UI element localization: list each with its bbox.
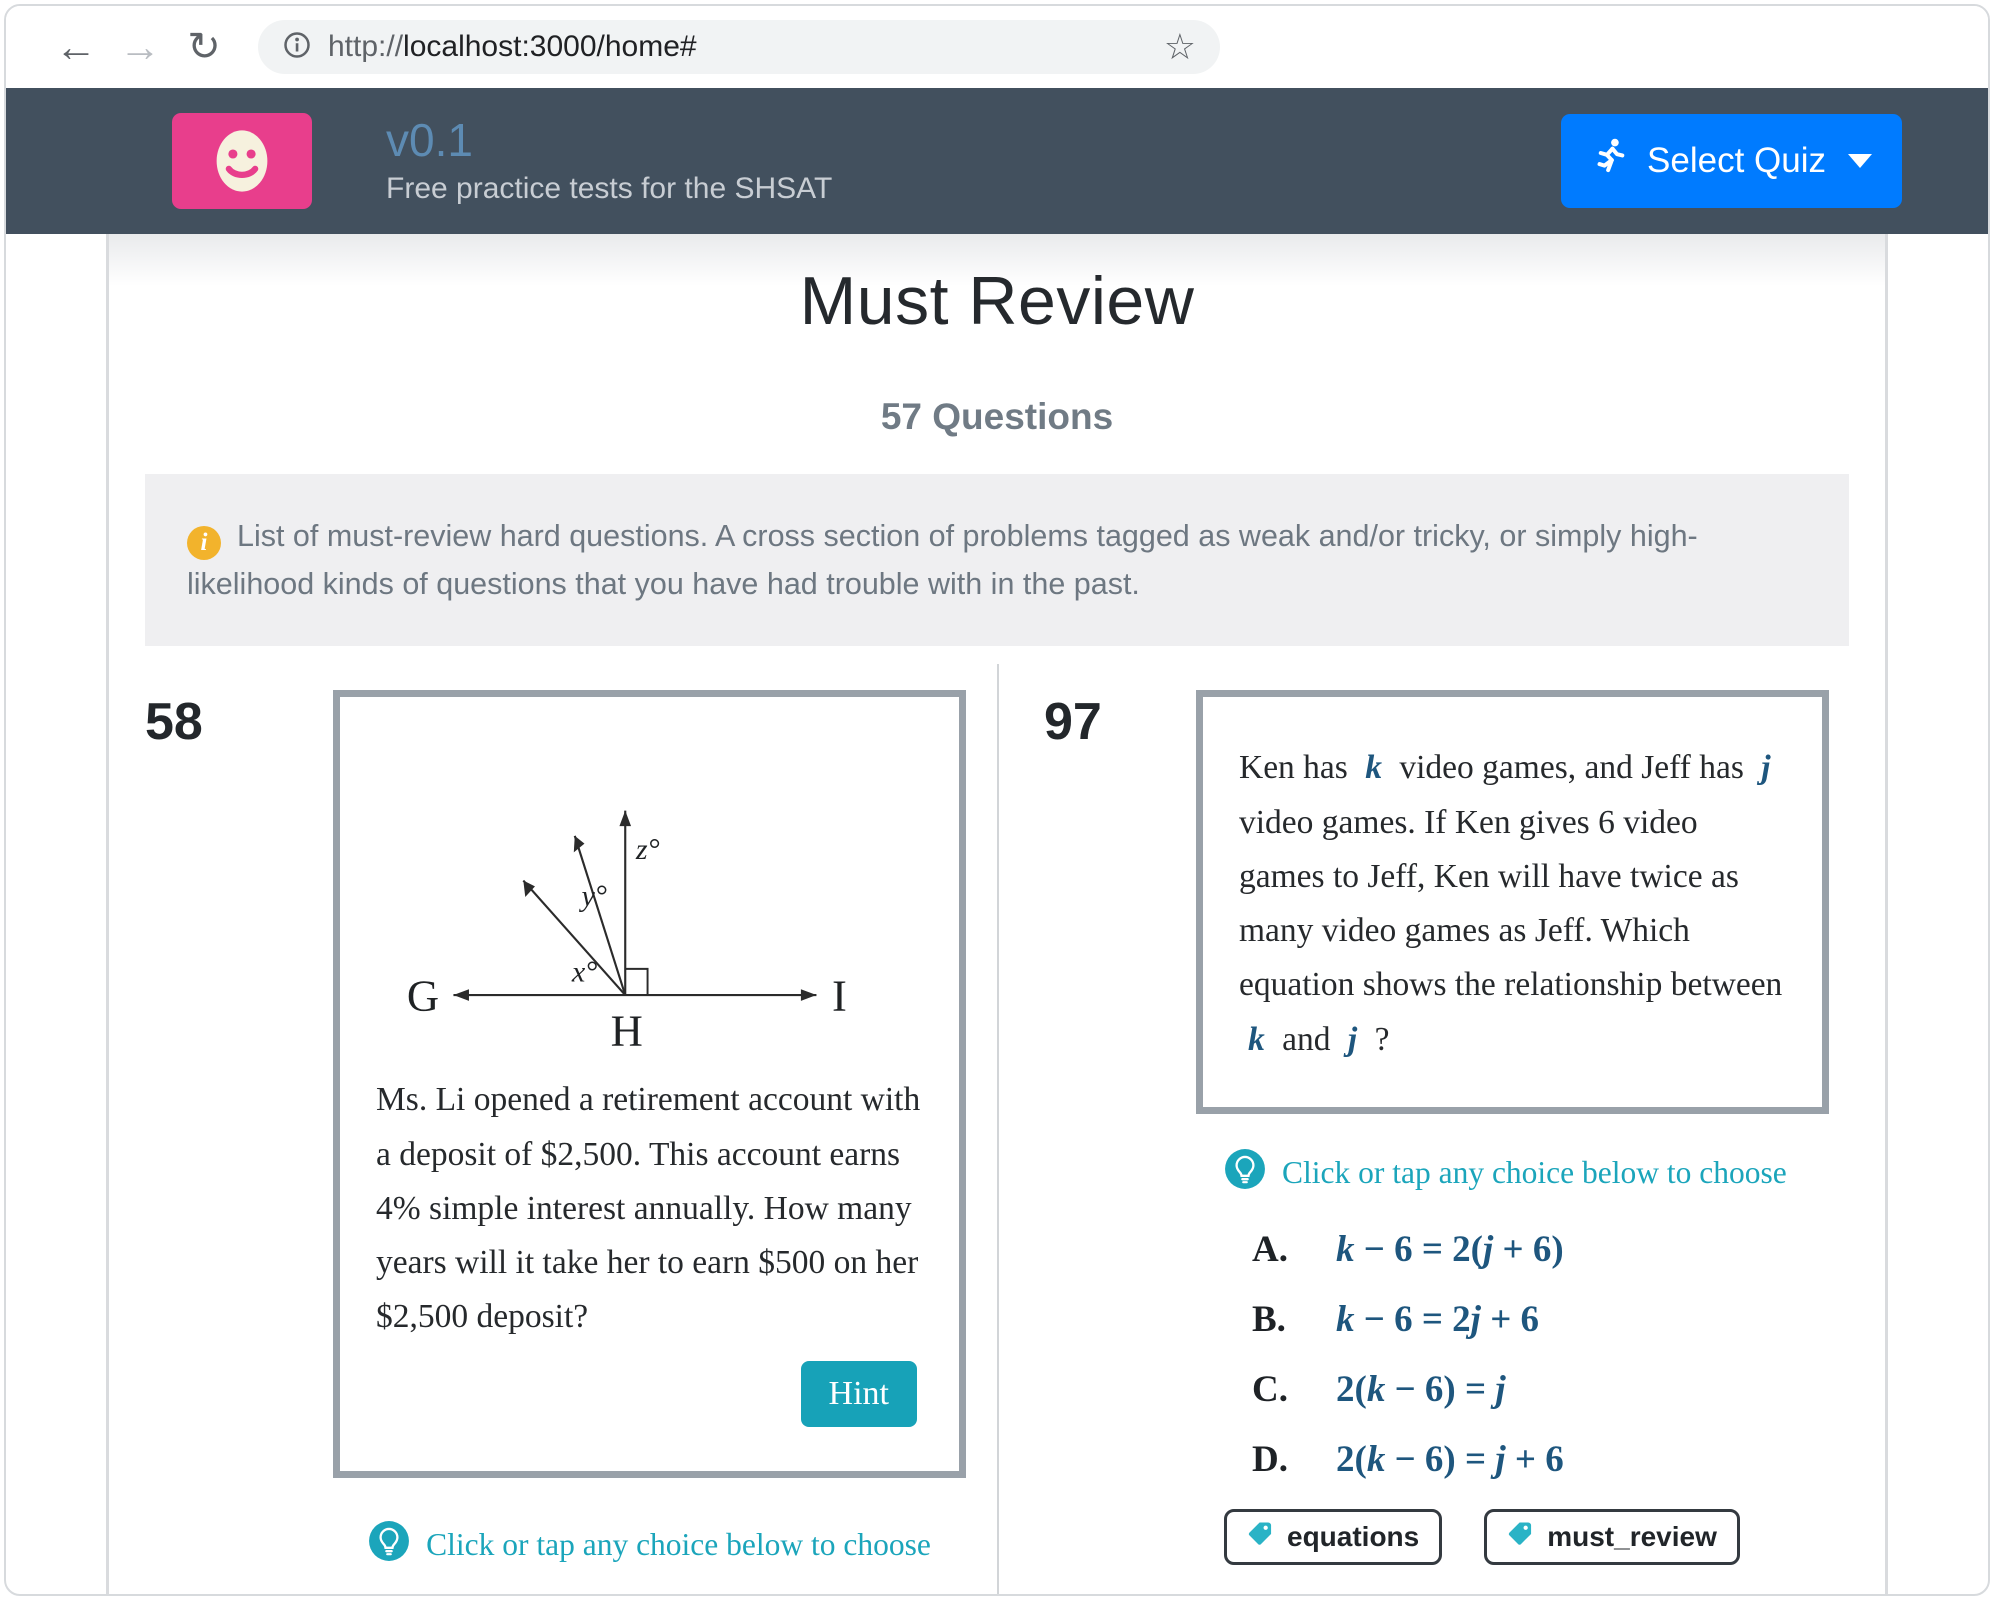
math-variable: k: [1365, 749, 1382, 787]
math-roman: + 6: [1480, 1298, 1540, 1340]
choice-equation: [1336, 1438, 1564, 1481]
question-number: 58: [145, 693, 203, 752]
info-icon: i: [187, 526, 221, 560]
choose-prompt-text: Click or tap any choice below to choose: [1282, 1154, 1787, 1190]
math-variable: j: [1347, 1020, 1358, 1058]
tag-list: [1224, 1509, 1855, 1565]
math-roman: + 6): [1493, 1228, 1564, 1270]
choose-prompt: [333, 1520, 966, 1570]
choose-prompt-text: Click or tap any choice below to choose: [426, 1526, 931, 1562]
smiley-logo[interactable]: [172, 113, 312, 209]
math-roman: − 6 = 2: [1354, 1298, 1471, 1340]
math-roman: 2(: [1336, 1438, 1367, 1480]
app-tagline: Free practice tests for the SHSAT: [386, 172, 833, 206]
diagram-label-h: H: [610, 1005, 643, 1056]
tag-must-review[interactable]: [1484, 1509, 1740, 1565]
url-text: [328, 30, 697, 64]
url-scheme: http://: [328, 30, 404, 63]
choice-b[interactable]: [1252, 1298, 1855, 1341]
math-variable: j: [1483, 1228, 1494, 1270]
tag-label: equations: [1287, 1520, 1420, 1552]
math-variable: j: [1495, 1368, 1506, 1410]
math-roman: − 6) =: [1385, 1438, 1496, 1480]
reload-icon[interactable]: ↻: [187, 25, 221, 69]
tag-icon: [1247, 1520, 1274, 1554]
choice-letter: D.: [1252, 1438, 1288, 1480]
question-card: [333, 690, 966, 1477]
info-banner: [145, 474, 1849, 646]
math-roman: − 6) =: [1385, 1368, 1496, 1410]
tag-icon: [1507, 1520, 1534, 1554]
question-columns: [109, 664, 1885, 1594]
lightbulb-icon: [368, 1520, 410, 1570]
lightbulb-icon: [1224, 1148, 1266, 1198]
math-roman: + 6: [1505, 1438, 1564, 1480]
caret-down-icon: [1848, 154, 1872, 168]
question-card: [1196, 690, 1829, 1114]
math-variable: j: [1470, 1298, 1481, 1340]
diagram-label-z: z°: [635, 832, 660, 867]
question-97-column: [997, 664, 1885, 1594]
choice-equation: [1336, 1228, 1564, 1271]
back-icon[interactable]: ←: [55, 23, 97, 70]
app-version: v0.1: [386, 113, 473, 166]
choice-letter: B.: [1252, 1298, 1286, 1340]
info-text: List of must-review hard questions. A cross section of problems tagged as weak and/or tricky, or simply high-likelihood kinds of questions that you have had trouble with in the past.: [187, 519, 1698, 602]
choices-list: [1252, 1228, 1855, 1481]
choice-letter: A.: [1252, 1228, 1288, 1270]
math-variable: k: [1366, 1438, 1386, 1480]
choice-a[interactable]: [1252, 1228, 1855, 1271]
page-info-icon[interactable]: [282, 30, 312, 65]
page-title: Must Review: [799, 263, 1195, 339]
runner-icon: [1591, 137, 1629, 186]
angles-diagram: [377, 733, 922, 1063]
main-content: [106, 234, 1888, 1594]
select-quiz-button[interactable]: [1561, 114, 1902, 208]
math-variable: j: [1495, 1438, 1506, 1480]
select-quiz-label: Select Quiz: [1647, 141, 1826, 180]
forward-icon[interactable]: →: [119, 23, 161, 70]
browser-window: [4, 4, 1990, 1596]
math-roman: 2(: [1336, 1368, 1367, 1410]
app-navbar: [6, 88, 1988, 234]
question-number: 97: [1044, 693, 1102, 752]
brand-block: [386, 113, 833, 206]
question-text: Ken has k video games, and Jeff has j video games. If Ken gives 6 video games to Jeff, Ken will have twice as many video games as Jeff. Which equation shows the relationship between k and j ?: [1239, 749, 1783, 1058]
browser-toolbar: [6, 6, 1988, 88]
tag-equations[interactable]: [1224, 1509, 1442, 1565]
question-count: 57 Questions: [880, 396, 1114, 437]
tag-label: must_review: [1547, 1520, 1717, 1552]
math-variable: k: [1366, 1368, 1386, 1410]
math-roman: − 6 = 2(: [1354, 1228, 1483, 1270]
choice-d[interactable]: [1252, 1438, 1855, 1481]
math-variable: j: [1761, 749, 1771, 787]
diagram-label-x: x°: [571, 954, 598, 989]
choice-equation: [1336, 1298, 1539, 1341]
question-text: Ms. Li opened a retirement account with a deposit of $2,500. This account earns 4% simple interest annually. How many years will it take her to earn $500 on her $2,500 deposit?: [376, 1081, 921, 1336]
address-bar[interactable]: [258, 20, 1220, 74]
choose-prompt: [1224, 1148, 1855, 1198]
choice-letter: C.: [1252, 1368, 1288, 1410]
hint-button[interactable]: Hint: [801, 1361, 917, 1427]
choice-equation: [1336, 1368, 1506, 1411]
diagram-label-g: G: [406, 970, 440, 1021]
math-variable: k: [1248, 1020, 1265, 1058]
bookmark-star-icon[interactable]: ☆: [1163, 26, 1196, 67]
diagram-label-y: y°: [581, 879, 607, 914]
url-host-path: localhost:3000/home#: [403, 30, 697, 63]
diagram-label-i: I: [831, 970, 847, 1021]
math-variable: k: [1336, 1228, 1355, 1270]
question-58-column: [109, 664, 997, 1594]
choice-c[interactable]: [1252, 1368, 1855, 1411]
math-variable: k: [1336, 1298, 1355, 1340]
